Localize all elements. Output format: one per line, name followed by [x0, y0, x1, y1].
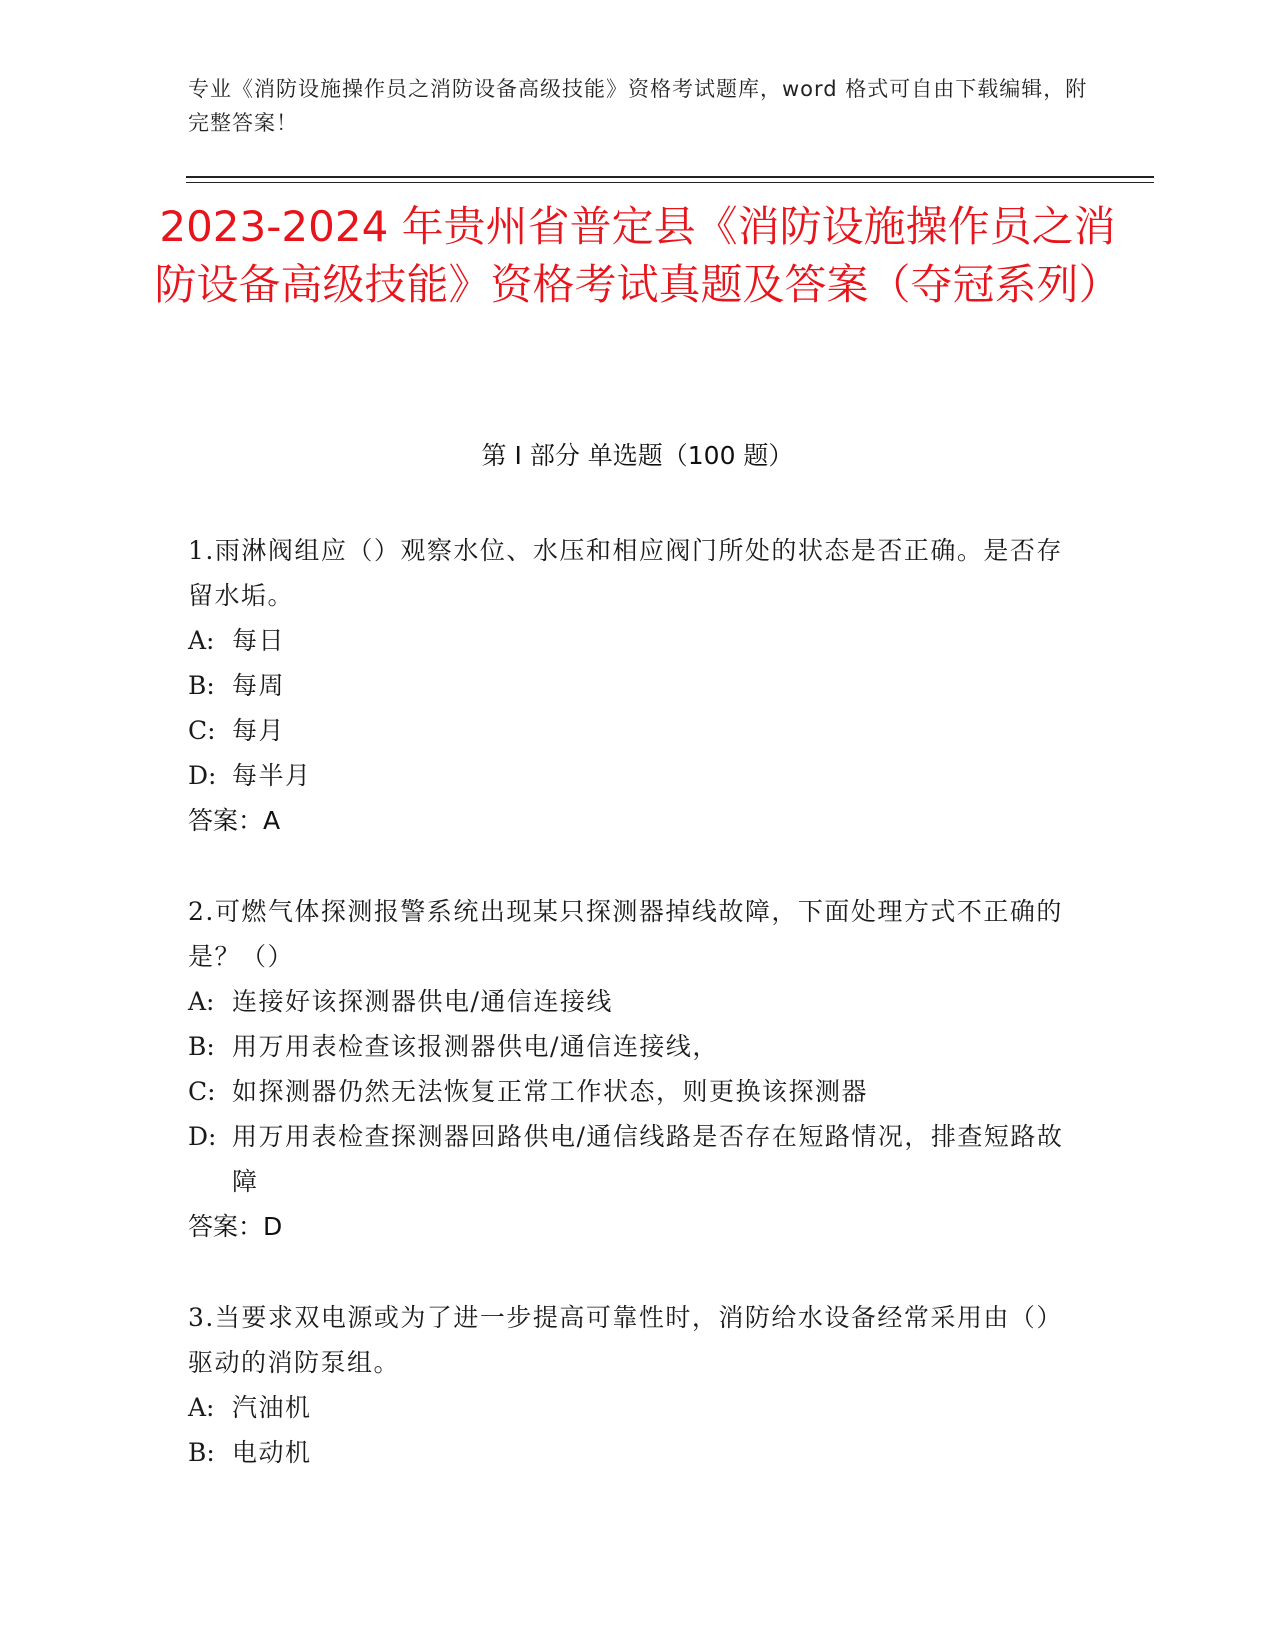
option-label: A: — [188, 626, 215, 655]
option-label: D: — [188, 1122, 217, 1151]
section-title: 第 I 部分 单选题（100 题） — [481, 441, 794, 470]
option-a — [188, 979, 1068, 1024]
option-label: B: — [188, 671, 215, 700]
option-text: 汽油机 — [232, 1393, 312, 1422]
option-text: 用万用表检查该报测器供电/通信连接线， — [232, 1032, 719, 1061]
option-text: 连接好该探测器供电/通信连接线 — [232, 987, 613, 1016]
document-title: 2023-2024 年贵州省普定县《消防设施操作员之消防设备高级技能》资格考试真题及答案（夺冠系列） — [154, 202, 1121, 309]
answer-line: 答案：A — [188, 806, 281, 835]
option-text: 每周 — [232, 671, 286, 700]
option-c — [188, 1069, 1068, 1114]
option-label: D: — [188, 761, 217, 790]
question-stem: 2.可燃气体探测报警系统出现某只探测器掉线故障，下面处理方式不正确的是？（） — [188, 897, 1063, 971]
option-a — [188, 1385, 1068, 1430]
option-label: B: — [188, 1032, 215, 1061]
option-text: 用万用表检查探测器回路供电/通信线路是否存在短路情况，排查短路故障 — [232, 1122, 1064, 1196]
option-label: C: — [188, 1077, 216, 1106]
option-b — [188, 1430, 1068, 1475]
option-c — [188, 708, 1068, 753]
option-b — [188, 1024, 1068, 1069]
option-a — [188, 618, 1068, 663]
option-text: 每月 — [232, 716, 286, 745]
option-label: C: — [188, 716, 216, 745]
option-d — [188, 1114, 1068, 1204]
question-1 — [188, 528, 1068, 843]
question-list — [188, 528, 1068, 1521]
option-label: A: — [188, 987, 215, 1016]
option-text: 电动机 — [232, 1438, 312, 1467]
option-text: 每半月 — [232, 761, 312, 790]
option-label: B: — [188, 1438, 215, 1467]
option-d — [188, 753, 1068, 798]
header-divider-thin — [186, 182, 1154, 183]
option-text: 每日 — [232, 626, 286, 655]
option-text: 如探测器仍然无法恢复正常工作状态，则更换该探测器 — [232, 1077, 869, 1106]
question-stem: 3.当要求双电源或为了进一步提高可靠性时，消防给水设备经常采用由（）驱动的消防泵组。 — [188, 1303, 1063, 1377]
question-2 — [188, 889, 1068, 1249]
header-note: 专业《消防设施操作员之消防设备高级技能》资格考试题库，word 格式可自由下载编辑，附完整答案！ — [188, 77, 1088, 135]
answer-line: 答案：D — [188, 1212, 283, 1241]
question-stem: 1.雨淋阀组应（）观察水位、水压和相应阀门所处的状态是否正确。是否存留水垢。 — [188, 536, 1063, 610]
header-divider — [186, 176, 1154, 178]
option-label: A: — [188, 1393, 215, 1422]
option-b — [188, 663, 1068, 708]
question-3 — [188, 1295, 1068, 1475]
